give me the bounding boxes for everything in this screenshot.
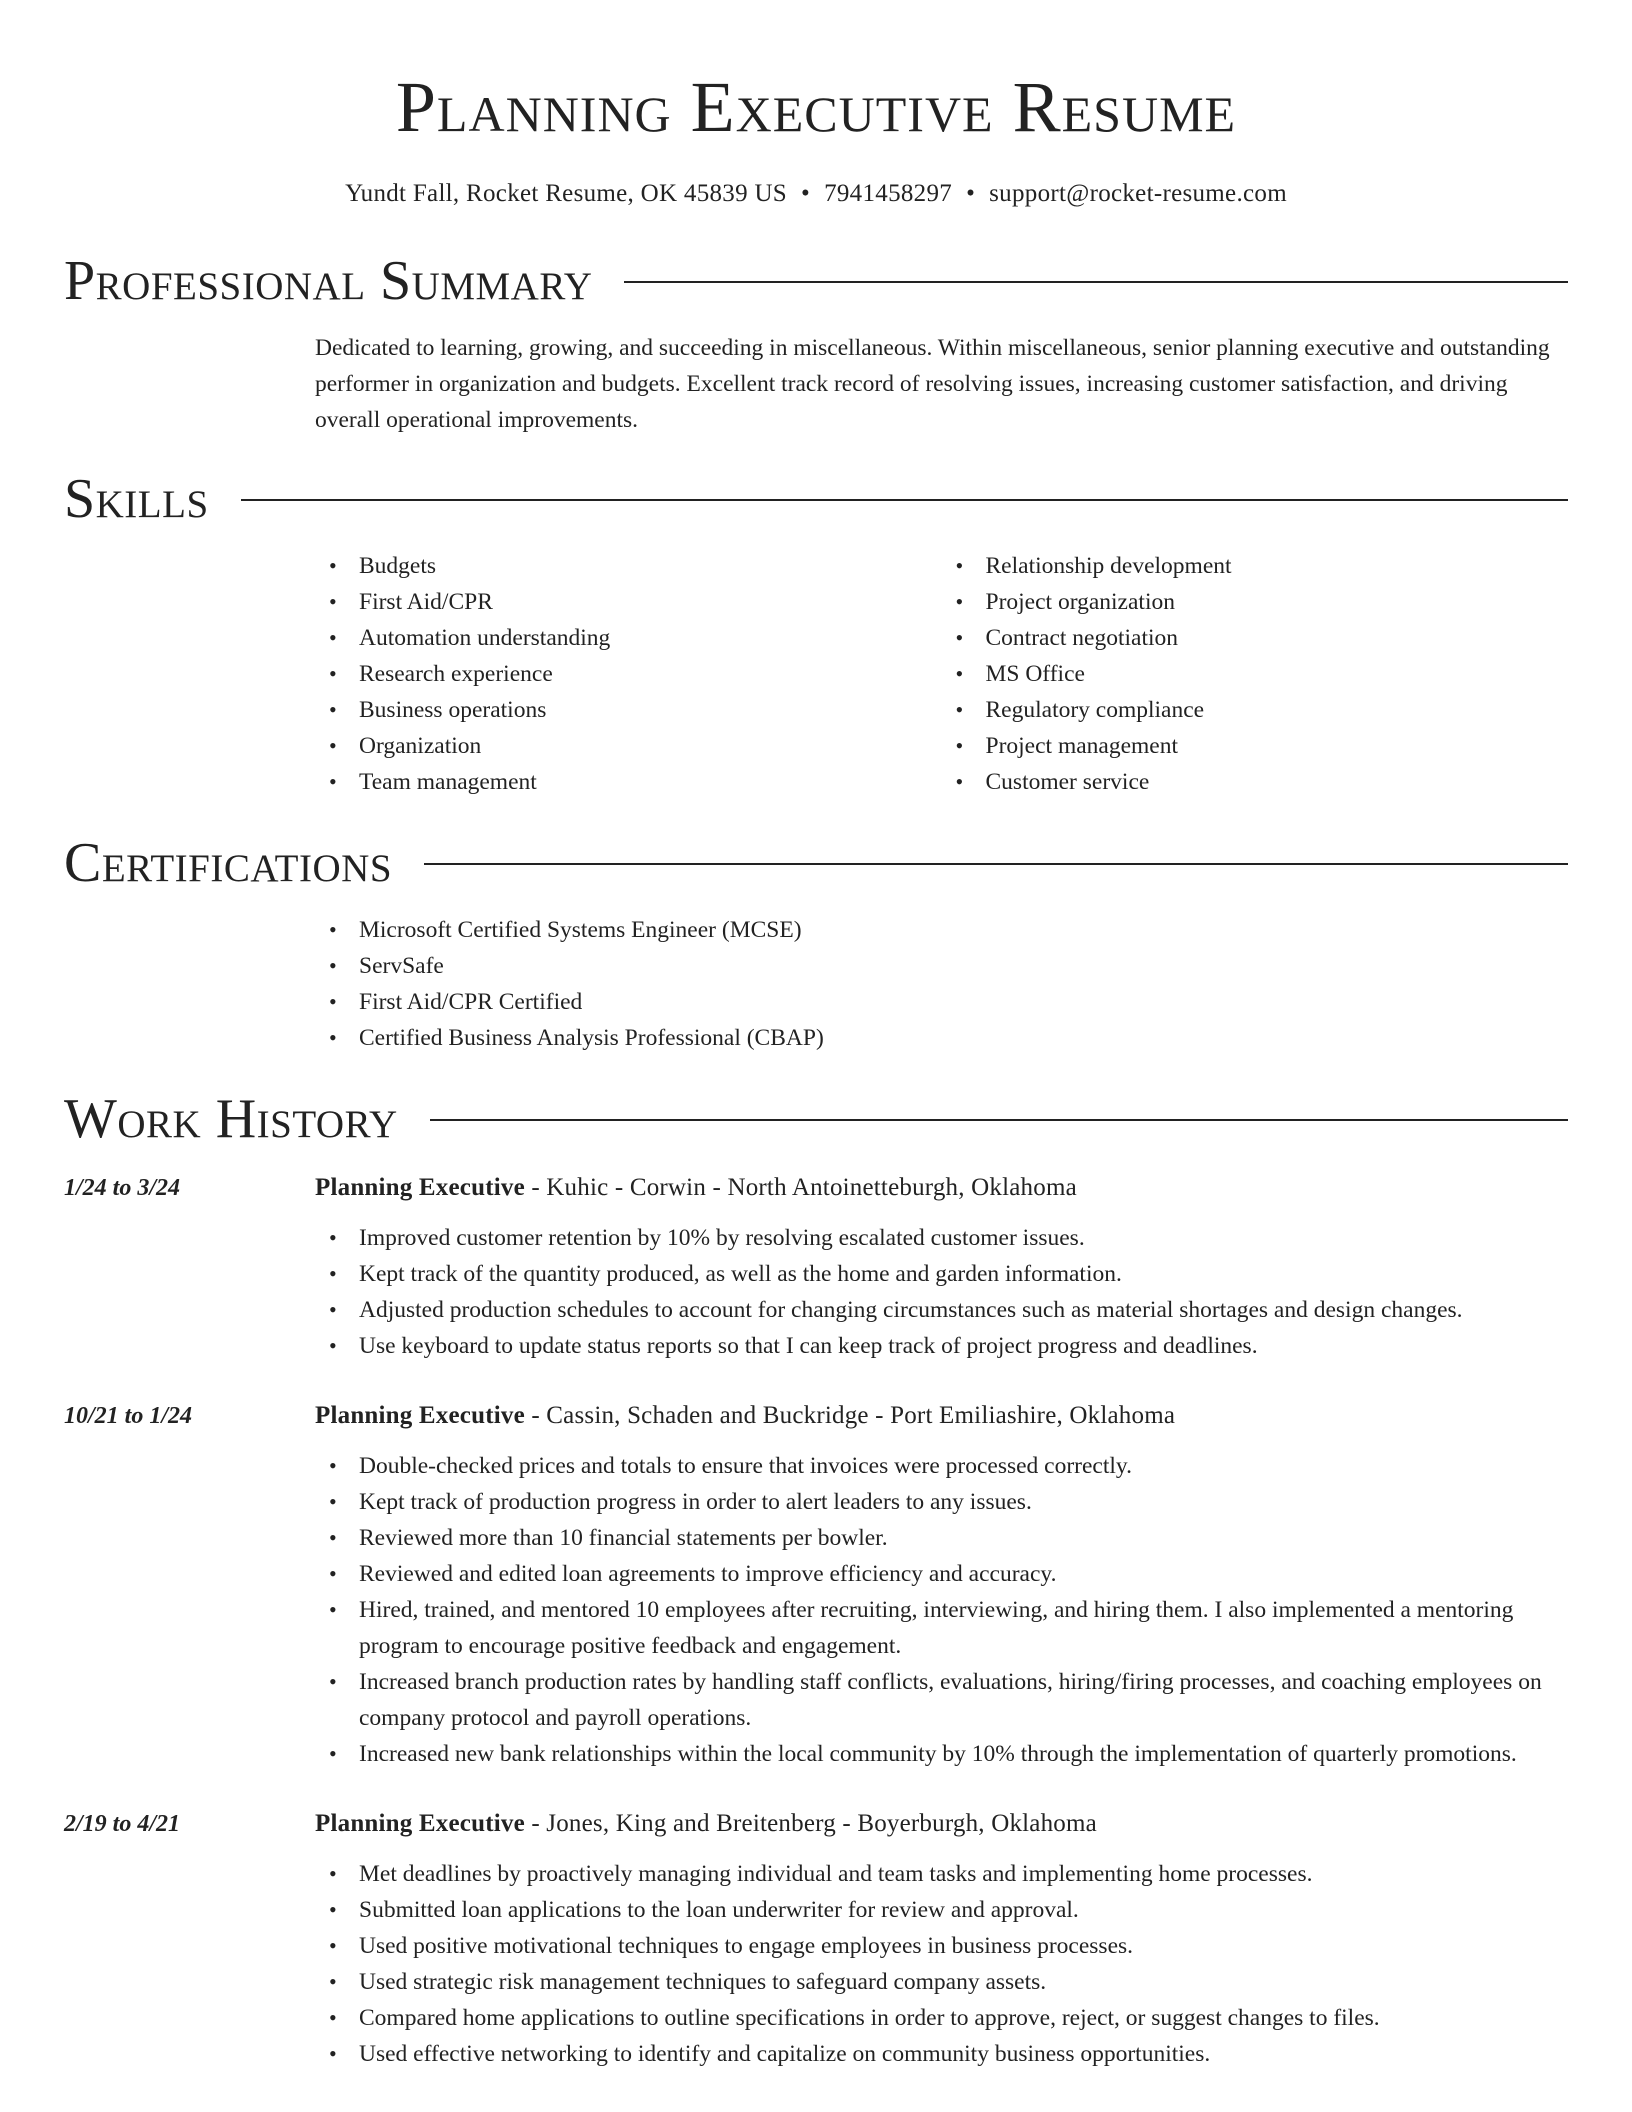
list-item: • Budgets xyxy=(359,548,942,584)
job-entry xyxy=(64,1170,1568,1364)
list-item: • Reviewed and edited loan agreements to improve efficiency and accuracy. xyxy=(359,1556,1568,1592)
contact-address: Yundt Fall, Rocket Resume, OK 45839 US xyxy=(345,180,788,207)
certifications-items xyxy=(315,912,1568,1056)
job-bullets xyxy=(315,1856,1568,2072)
list-item: • Business operations xyxy=(359,692,942,728)
section-divider xyxy=(424,863,1568,865)
list-item: • Research experience xyxy=(359,656,942,692)
work-history-section-header xyxy=(64,1086,1568,1152)
job-details xyxy=(315,1806,1568,2072)
list-item: • Adjusted production schedules to account for changing circumstances such as material shortages and design changes. xyxy=(359,1292,1568,1328)
section-divider xyxy=(430,1119,1568,1121)
list-item: • Improved customer retention by 10% by resolving escalated customer issues. xyxy=(359,1220,1568,1256)
list-item: • First Aid/CPR Certified xyxy=(359,984,1568,1020)
list-item: • Used positive motivational techniques to engage employees in business processes. xyxy=(359,1928,1568,1964)
section-divider xyxy=(241,499,1568,501)
job-header xyxy=(315,1170,1568,1206)
job-dates: 2/19 to 4/21 xyxy=(64,1811,181,1837)
job-details xyxy=(315,1170,1568,1364)
job-role: Planning Executive xyxy=(315,1810,525,1837)
certifications-heading: Certifications xyxy=(64,832,393,894)
skills-section-header xyxy=(64,466,1568,532)
list-item: • Used effective networking to identify and capitalize on community business opportunities. xyxy=(359,2036,1568,2072)
job-dates: 10/21 to 1/24 xyxy=(64,1403,193,1429)
resume-page xyxy=(64,0,1568,2072)
job-bullets xyxy=(315,1448,1568,1772)
certifications-list xyxy=(315,912,1568,1056)
contact-line xyxy=(64,178,1568,210)
summary-text: Dedicated to learning, growing, and succeeding in miscellaneous. Within miscellaneous, senior planning executive and outstanding performer in organization and budgets. Excellent track record of resolving issues, increasing customer satisfaction, and driving overall operational improvements. xyxy=(315,335,1550,433)
list-item: • MS Office xyxy=(986,656,1569,692)
list-item: • Submitted loan applications to the loan underwriter for review and approval. xyxy=(359,1892,1568,1928)
list-item: • Automation understanding xyxy=(359,620,942,656)
certifications-section-header xyxy=(64,830,1568,896)
contact-email[interactable]: support@rocket-resume.com xyxy=(989,180,1287,207)
work-history-heading: Work History xyxy=(64,1088,398,1150)
list-item: • Double-checked prices and totals to ensure that invoices were processed correctly. xyxy=(359,1448,1568,1484)
contact-separator: • xyxy=(801,180,811,207)
skills-list xyxy=(315,548,1568,800)
list-item: • Increased branch production rates by handling staff conflicts, evaluations, hiring/firing processes, and coaching employees on company protocol and payroll operations. xyxy=(359,1664,1568,1736)
list-item: • Team management xyxy=(359,764,942,800)
job-dates: 1/24 to 3/24 xyxy=(64,1175,181,1201)
list-item: • First Aid/CPR xyxy=(359,584,942,620)
list-item: • Customer service xyxy=(986,764,1569,800)
skills-heading: Skills xyxy=(64,468,209,530)
list-item: • Microsoft Certified Systems Engineer (MCSE) xyxy=(359,912,1568,948)
list-item: • Project management xyxy=(986,728,1569,764)
list-item: • Relationship development xyxy=(986,548,1569,584)
job-role: Planning Executive xyxy=(315,1402,525,1429)
list-item: • Organization xyxy=(359,728,942,764)
job-header xyxy=(315,1398,1568,1434)
job-details xyxy=(315,1398,1568,1772)
list-item: • Regulatory compliance xyxy=(986,692,1569,728)
job-role: Planning Executive xyxy=(315,1174,525,1201)
work-history-list xyxy=(64,1170,1568,2072)
section-divider xyxy=(624,281,1568,283)
skills-column-left xyxy=(315,548,942,800)
list-item: • Kept track of the quantity produced, as well as the home and garden information. xyxy=(359,1256,1568,1292)
skills-column-right xyxy=(942,548,1569,800)
list-item: • Compared home applications to outline specifications in order to approve, reject, or suggest changes to files. xyxy=(359,2000,1568,2036)
contact-phone: 7941458297 xyxy=(824,180,953,207)
list-item: • Kept track of production progress in order to alert leaders to any issues. xyxy=(359,1484,1568,1520)
list-item: • Met deadlines by proactively managing individual and team tasks and implementing home processes. xyxy=(359,1856,1568,1892)
list-item: • Project organization xyxy=(986,584,1569,620)
list-item: • Certified Business Analysis Professional (CBAP) xyxy=(359,1020,1568,1056)
job-entry xyxy=(64,1806,1568,2072)
page-title: Planning Executive Resume xyxy=(395,67,1237,147)
list-item: • ServSafe xyxy=(359,948,1568,984)
job-entry xyxy=(64,1398,1568,1772)
list-item: • Use keyboard to update status reports so that I can keep track of project progress and deadlines. xyxy=(359,1328,1568,1364)
job-company-location: - Jones, King and Breitenberg - Boyerburgh, Oklahoma xyxy=(524,1810,1097,1837)
list-item: • Increased new bank relationships within the local community by 10% through the implementation of quarterly promotions. xyxy=(359,1736,1568,1772)
summary-heading: Professional Summary xyxy=(64,250,593,312)
job-company-location: - Kuhic - Corwin - North Antoinetteburgh, Oklahoma xyxy=(524,1174,1077,1201)
job-bullets xyxy=(315,1220,1568,1364)
job-header xyxy=(315,1806,1568,1842)
summary-section-header xyxy=(64,248,1568,314)
list-item: • Used strategic risk management techniques to safeguard company assets. xyxy=(359,1964,1568,2000)
list-item: • Hired, trained, and mentored 10 employees after recruiting, interviewing, and hiring them. I also implemented a mentoring program to encourage positive feedback and engagement. xyxy=(359,1592,1568,1664)
list-item: • Reviewed more than 10 financial statements per bowler. xyxy=(359,1520,1568,1556)
contact-separator: • xyxy=(966,180,976,207)
job-company-location: - Cassin, Schaden and Buckridge - Port Emiliashire, Oklahoma xyxy=(524,1402,1176,1429)
list-item: • Contract negotiation xyxy=(986,620,1569,656)
